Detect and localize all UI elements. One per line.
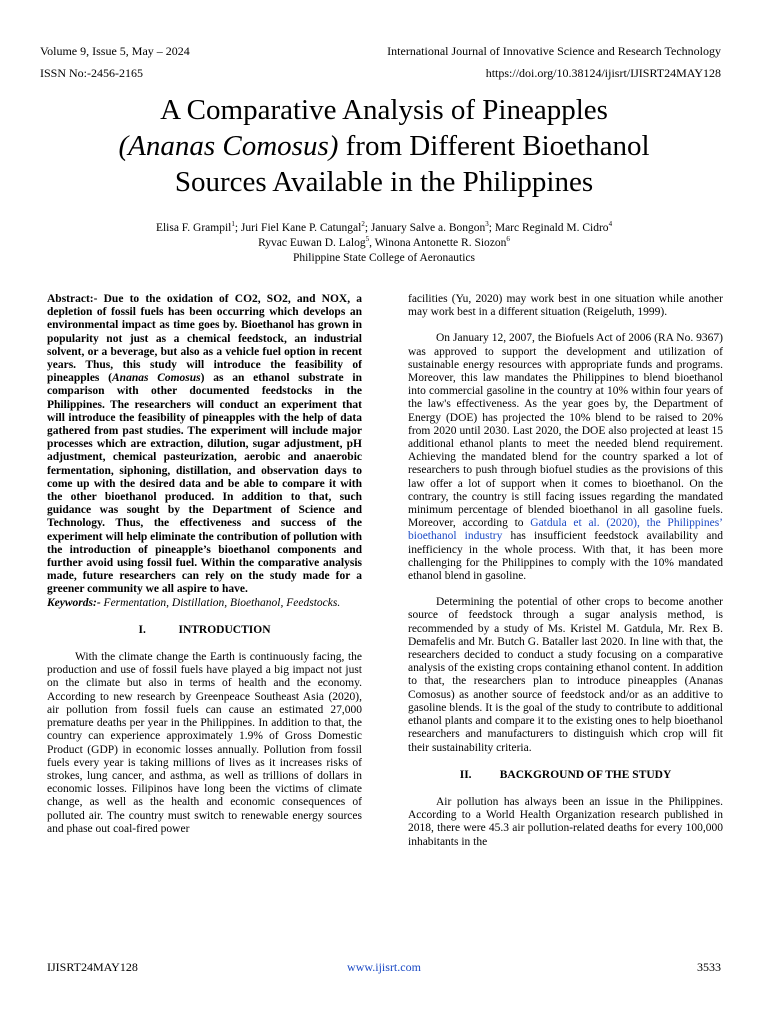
title-line-2	[40, 128, 728, 164]
continued-paragraph: facilities (Yu, 2020) may work best in one situation while another may work best in a different situation (Reigeluth, 1999).	[408, 293, 723, 319]
affiliation: Philippine State College of Aeronautics	[292, 252, 476, 264]
author-block	[40, 221, 728, 266]
author-6-sup: 6	[506, 235, 510, 244]
biofuels-act-paragraph	[408, 332, 723, 583]
author-1: Elisa F. Grampil	[155, 222, 232, 234]
title-species: (Ananas Comosus)	[118, 130, 339, 162]
volume-issue: Volume 9, Issue 5, May – 2024	[40, 44, 190, 58]
title-line-2-rest: from Different Bioethanol	[338, 130, 650, 162]
website-link[interactable]: www.ijisrt.com	[347, 960, 421, 974]
author-2-sup: 2	[361, 220, 365, 229]
title-line-1: A Comparative Analysis of Pineapples	[160, 94, 608, 126]
left-column	[47, 293, 362, 836]
author-2: ; Juri Fiel Kane P. Catungal	[234, 222, 362, 234]
abstract	[47, 293, 362, 597]
author-4: ; Marc Reginald M. Cidro	[488, 222, 609, 234]
gatdula-citation-link[interactable]: Gatdula et al. (2020), the Philippines’ bioethanol industry	[408, 517, 724, 543]
keywords-label: Keywords:-	[47, 596, 101, 609]
biofuels-text-b: has insufficient feedstock availability and inefficiency in the whole process. With that, it has been more challenging for the Philippines to comply with the 10% mandated ethanol blend in gasoline.	[408, 530, 723, 583]
section-2-number: II.	[459, 768, 472, 781]
doi-link[interactable]: https://doi.org/10.38124/ijisrt/IJISRT24MAY128	[485, 66, 721, 80]
feedstock-paragraph: Determining the potential of other crops to become another source of feedstock through a sugar analysis method, is recommended by a study of Ms. Kristel M. Gatdula, Mr. Rex B. Demafelis and Mr. Butch G. Bataller last 2020. In line with that, the researchers decided to conduct a study focusing on a comparative analysis of the existing crops containing ethanol content. In addition to that, the researchers plan to introduce pineapples (Ananas Comosus) as another source of feedstock and/or as an additive to gasoline blends. It is the goal of the study to contribute to additional ethanol plants and compare it to the existing ones to help bioethanol researchers and manufacturers to distinguish which crop will fit their sustainability criteria.	[408, 596, 723, 754]
author-line-2	[40, 236, 728, 251]
author-6: , Winona Antonette R. Siozon	[369, 237, 507, 249]
issn: ISSN No:-2456-2165	[40, 66, 144, 80]
section-2-title: BACKGROUND OF THE STUDY	[499, 768, 672, 781]
abstract-text-b: ) as an ethanol substrate in comparison with other documented feedstocks in the Philippines. The researchers will conduct an experiment that will introduce the feasibility of pineapples with the help of data gathered from past studies. The experiment will include major processes which are extraction, dilution, sugar adjustment, pH adjustment, chemical pasteurization, aerobic and anaerobic fermentation, siphoning, distillation, and observation days to come up with the desired data and be able to compare it with the other bioethanol produced. In addition to that, such guidance was sought by the Department of Science and Technology. Thus, the effectiveness and success of the experiment will help eliminate the contribution of pollution with the introduction of pineapple’s bioethanol components and further avoid using fossil fuel. Within the comparative analysis made, future researchers can rely on the study made for a greener community we all aspire to have.	[47, 372, 362, 596]
section-1-number: I.	[138, 623, 146, 636]
footer-paper-id: IJISRT24MAY128	[47, 960, 138, 974]
journal-name: International Journal of Innovative Science and Research Technology	[387, 44, 721, 58]
author-line-1	[40, 221, 728, 236]
keywords	[47, 597, 362, 610]
author-5: Ryvac Euwan D. Lalog	[258, 237, 366, 249]
author-3: ; January Salve a. Bongon	[364, 222, 486, 234]
author-5-sup: 5	[365, 235, 370, 244]
paper-title	[40, 92, 728, 200]
right-column	[408, 293, 723, 849]
intro-paragraph-1: With the climate change the Earth is continuously facing, the production and use of fossil fuels have played a big impact not just on the climate but also in terms of health and the economy. According to new research by Greenpeace Southeast Asia (2020), air pollution from fossil fuels can cause an estimated 27,000 premature deaths per year in the Philippines. In addition to that, the country can experience approximately 1.9% of Gross Domestic Product (GDP) in economic losses annually. Pollution from fossil fuels every year is taking millions of lives as it increases risks of strokes, lung cancer, and asthma, as well as trillions of dollars in economic losses. Filipinos have long been the victims of climate change, as well as the health and economic consequences of polluted air. The country must switch to renewable energy sources and phase out coal-fired power	[47, 651, 362, 835]
author-4-sup: 4	[608, 220, 613, 229]
abstract-text-a: Abstract:- Due to the oxidation of CO2, SO2, and NOX, a depletion of fossil fuels has been occurring which develops an environmental impact as time goes by. Bioethanol has grown in popularity not just as a chemical feedstock, an industrial solvent, or a beverage, but also as a vehicle fuel option in recent years. Thus, this study will introduce the feasibility of pineapples (	[47, 293, 362, 385]
abstract-species: Ananas Comosus	[112, 372, 201, 385]
footer-website	[0, 960, 768, 974]
author-1-sup: 1	[231, 220, 235, 229]
biofuels-text-a: On January 12, 2007, the Biofuels Act of 2006 (RA No. 9367) was approved to support the development and utilization of sustainable energy resources with appropriate funds and programs. Moreover, this law mandates the Philippines to blend bioethanol into commercial gasoline in the country at 10% within four years of the law's effectiveness. As the year goes by, the Department of Energy (DOE) has projected the 10% blend to be raised to 20% from 2020 until 2030. Last 2020, the DOE also projected at least 15 additional ethanol plants to meet the needed blend requirement. Achieving the mandated blend for the country sparked a lot of researchers to push through biofuel studies as the provisions of this law offer a lot of support when it comes to bioethanol. On the contrary, the country is still facing issues regarding the mandated minimum percentage of blended bioethanol in all gasoline fuels. Moreover, according to	[408, 332, 723, 530]
author-3-sup: 3	[485, 220, 489, 229]
keywords-text: Fermentation, Distillation, Bioethanol, Feedstocks.	[100, 596, 341, 609]
page-number: 3533	[697, 960, 721, 974]
title-line-3: Sources Available in the Philippines	[174, 166, 594, 198]
background-paragraph-1: Air pollution has always been an issue in the Philippines. According to a World Health Organization research published in 2018, there were 45.3 air pollution-related deaths for every 100,000 inhabitants in the	[408, 795, 723, 848]
section-heading-introduction	[47, 624, 362, 637]
section-heading-background	[408, 769, 723, 782]
section-1-title: INTRODUCTION	[178, 623, 271, 636]
